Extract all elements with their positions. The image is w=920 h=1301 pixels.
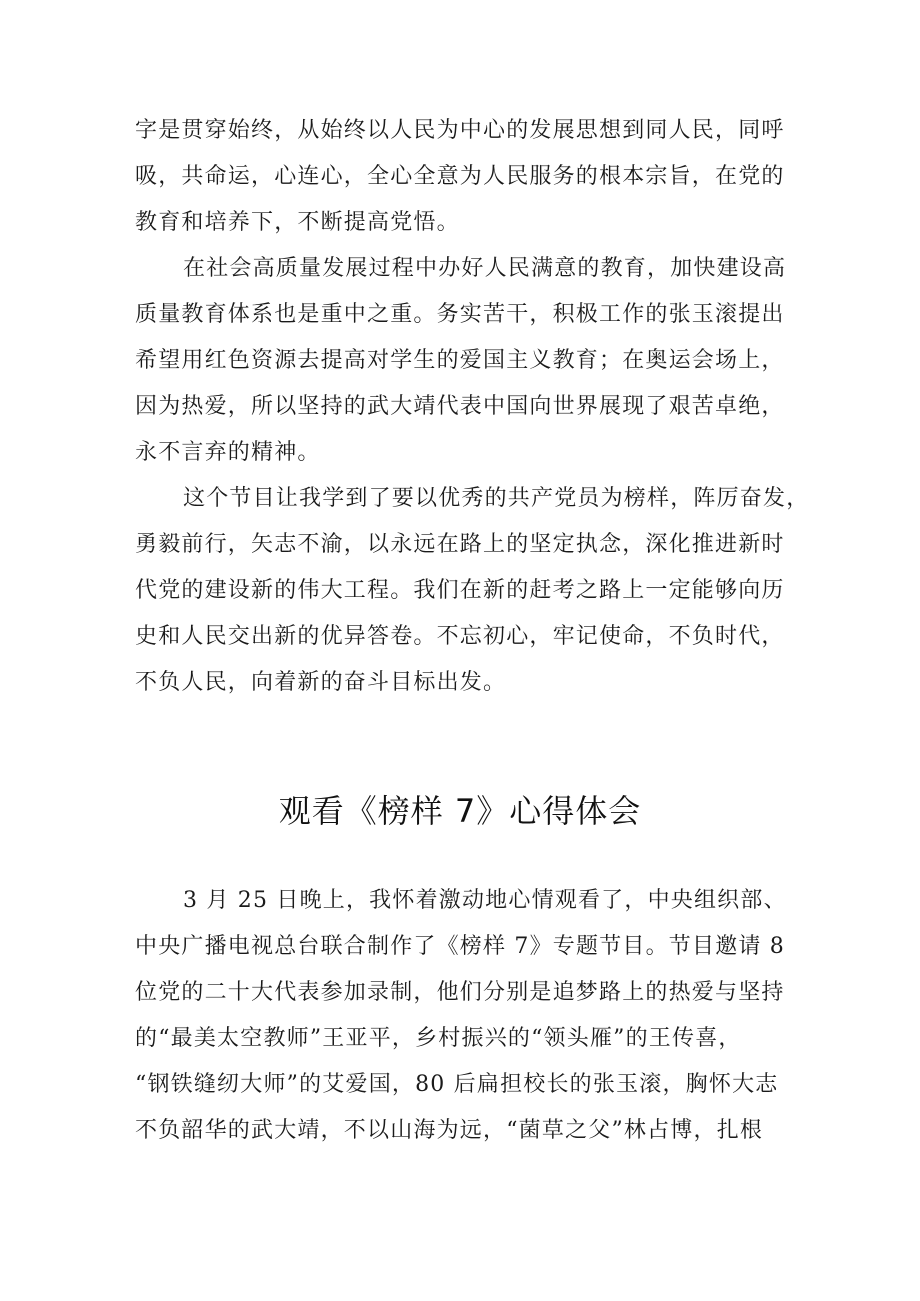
paragraph-2-line-5: 永不言弃的精神。: [135, 440, 321, 465]
body-line-4: 的“最美太空教师”王亚平，乡村振兴的“领头雁”的王传喜，: [135, 1026, 742, 1051]
essay-continuation: [135, 108, 815, 706]
paragraph-3-line-5: 不负人民，向着新的奋斗目标出发。: [135, 670, 507, 695]
body-line-6: 不负韶华的武大靖，不以山海为远，“菌草之父”林占博，扎根: [135, 1118, 764, 1143]
paragraph-1-line-2: 吸，共命运，心连心，全心全意为人民服务的根本宗旨，在党的: [135, 164, 785, 189]
paragraph-3-line-2: 勇毅前行，矢志不渝，以永远在路上的坚定执念，深化推进新时: [135, 532, 785, 557]
essay-title: 观看《榜样 7》心得体会: [278, 792, 642, 830]
body-line-2: 中央广播电视总台联合制作了《榜样 7》专题节目。节目邀请 8: [135, 934, 785, 959]
paragraph-3-line-4: 史和人民交出新的优异答卷。不忘初心，牢记使命，不负时代，: [135, 624, 785, 649]
essay-body: [135, 878, 815, 1154]
paragraph-1-line-1: 字是贯穿始终，从始终以人民为中心的发展思想到同人民，同呼: [135, 118, 785, 143]
paragraph-2-line-1: 在社会高质量发展过程中办好人民满意的教育，加快建设高: [183, 256, 787, 281]
body-line-3: 位党的二十大代表参加录制，他们分别是追梦路上的热爱与坚持: [135, 980, 785, 1005]
paragraph-1-line-3: 教育和培养下，不断提高党悟。: [135, 210, 460, 235]
body-line-1: 3 月 25 日晚上，我怀着激动地心情观看了，中央组织部、: [183, 888, 787, 913]
paragraph-3-line-1: 这个节目让我学到了要以优秀的共产党员为榜样，阵厉奋发，: [183, 486, 810, 511]
paragraph-3-line-3: 代党的建设新的伟大工程。我们在新的赶考之路上一定能够向历: [135, 578, 785, 603]
body-line-5: “钢铁缝纫大师”的艾爱国，80 后扁担校长的张玉滚，胸怀大志: [135, 1072, 779, 1097]
paragraph-2-line-2: 质量教育体系也是重中之重。务实苦干，积极工作的张玉滚提出: [135, 302, 785, 327]
paragraph-2-line-3: 希望用红色资源去提高对学生的爱国主义教育；在奥运会场上，: [135, 348, 785, 373]
paragraph-2-line-4: 因为热爱，所以坚持的武大靖代表中国向世界展现了艰苦卓绝，: [135, 394, 785, 419]
